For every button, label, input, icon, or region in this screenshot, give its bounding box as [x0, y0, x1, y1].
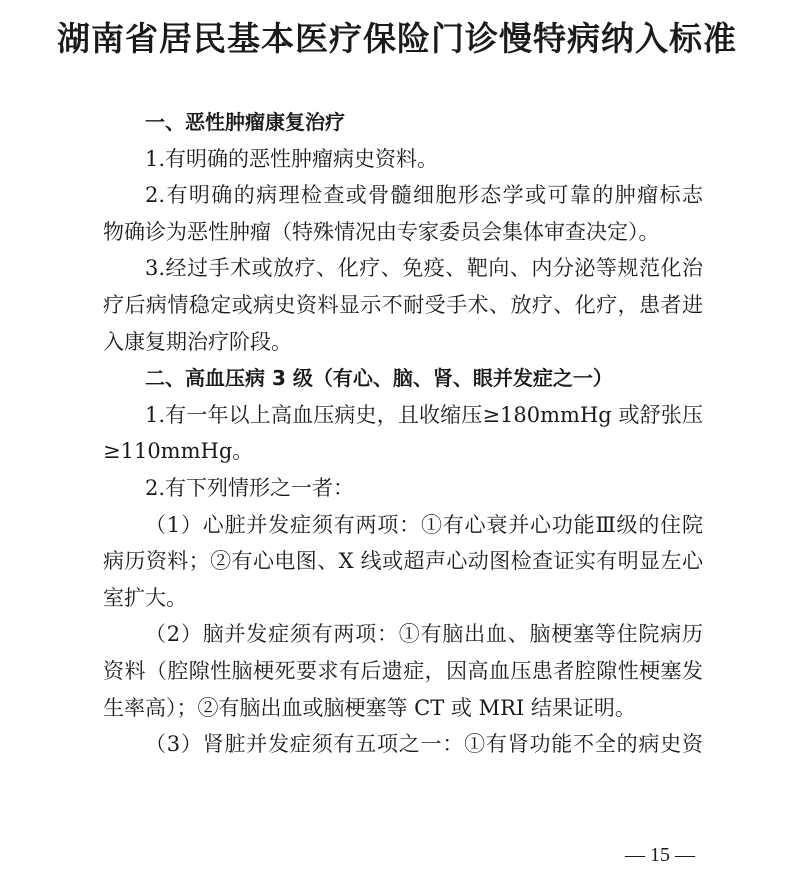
paragraph-line: 1.有一年以上高血压病史，且收缩压≥180mmHg 或舒张压	[145, 402, 703, 427]
paragraph-line: 3.经过手术或放疗、化疗、免疫、靶向、内分泌等规范化治	[145, 256, 703, 281]
paragraph-line: 室扩大。	[103, 585, 187, 610]
paragraph-line: 入康复期治疗阶段。	[103, 329, 292, 354]
document-title: 湖南省居民基本医疗保险门诊慢特病纳入标准	[57, 19, 737, 58]
paragraph-line: ≥110mmHg。	[103, 439, 254, 464]
paragraph-line: 病历资料；②有心电图、X 线或超声心动图检查证实有明显左心	[103, 549, 703, 574]
paragraph-line: 资料（腔隙性脑梗死要求有后遗症，因高血压患者腔隙性梗塞发	[103, 658, 703, 683]
paragraph-line: 物确诊为恶性肿瘤（特殊情况由专家委员会集体审查决定）。	[103, 219, 660, 244]
paragraph-line: 1.有明确的恶性肿瘤病史资料。	[145, 146, 439, 171]
page-number: — 15 —	[625, 844, 695, 866]
paragraph-line: （2）脑并发症须有两项：①有脑出血、脑梗塞等住院病历	[145, 622, 703, 647]
section-heading-1: 一、恶性肿瘤康复治疗	[145, 110, 345, 134]
paragraph-line: 2.有下列情形之一者：	[145, 475, 355, 500]
paragraph-line: （1）心脏并发症须有两项：①有心衰并心功能Ⅲ级的住院	[145, 512, 703, 537]
paragraph-line: 2.有明确的病理检查或骨髓细胞形态学或可靠的肿瘤标志	[145, 183, 703, 208]
paragraph-line: 疗后病情稳定或病史资料显示不耐受手术、放疗、化疗，患者进	[103, 292, 703, 317]
document-body	[103, 104, 703, 763]
paragraph-line: 生率高）；②有脑出血或脑梗塞等 CT 或 MRI 结果证明。	[103, 695, 636, 720]
paragraph-line: （3）肾脏并发症须有五项之一：①有肾功能不全的病史资	[145, 732, 703, 757]
section-heading-2: 二、高血压病 3 级（有心、脑、肾、眼并发症之一）	[145, 366, 613, 391]
